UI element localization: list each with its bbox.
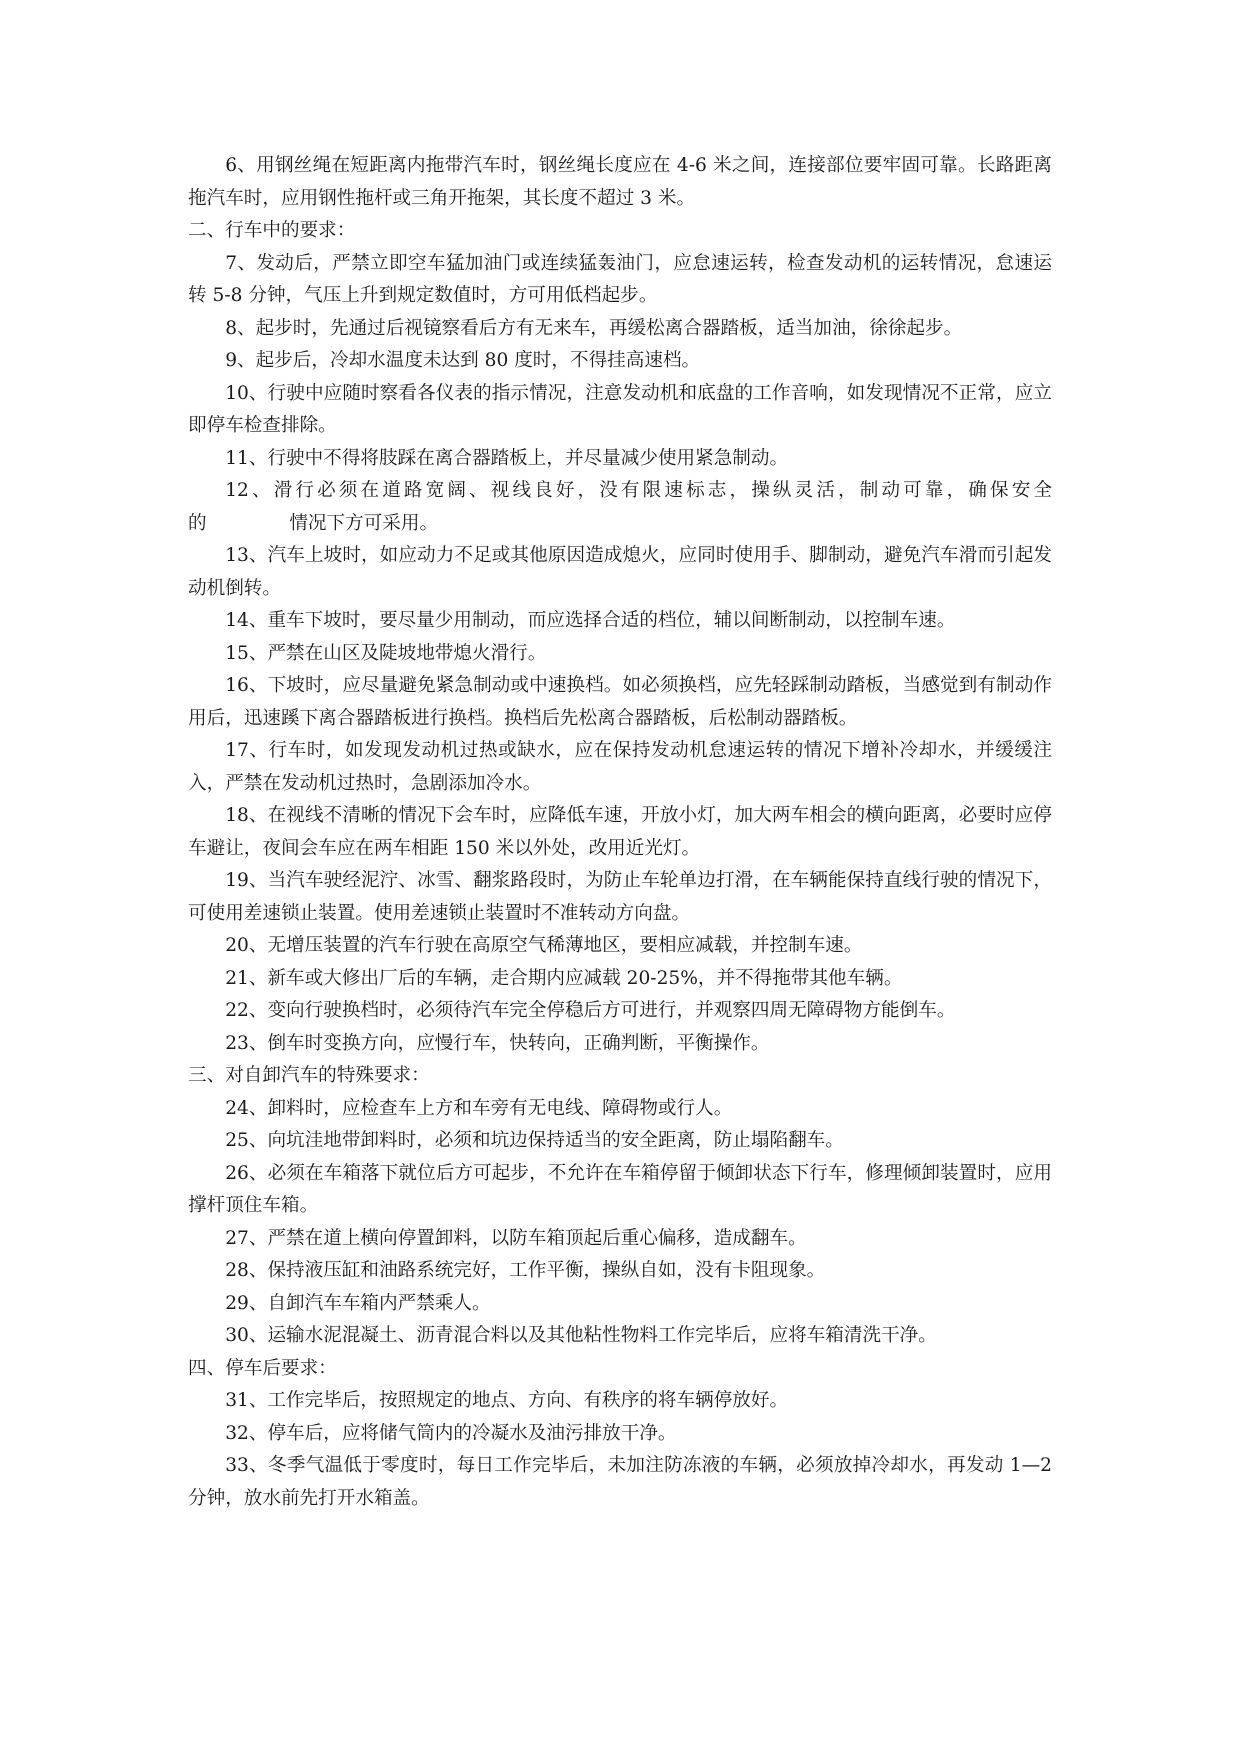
rule-32: 32、停车后，应将储气筒内的冷凝水及油污排放干净。: [225, 1422, 677, 1444]
rule-11: 11、行驶中不得将肢踩在离合器踏板上，并尽量减少使用紧急制动。: [225, 447, 789, 469]
rule-26: 26、必须在车箱落下就位后方可起步，不允许在车箱停留于倾卸状态下行车，修理倾卸装置时，应用撑杆顶住车箱。: [188, 1162, 1052, 1216]
rule-28: 28、保持液压缸和油路系统完好，工作平衡，操纵自如，没有卡阻现象。: [225, 1260, 826, 1281]
section-heading-after-parking: 四、停车后要求：: [188, 1357, 337, 1379]
rule-15: 15、严禁在山区及陡坡地带熄火滑行。: [225, 642, 547, 664]
rule-12: 12、滑行必须在道路宽阔、视线良好，没有限速标志，操纵灵活，制动可靠，确保安全的 情况下方可采用。: [188, 480, 1052, 534]
rule-30: 30、运输水泥混凝土、沥青混合料以及其他粘性物料工作完毕后，应将车箱清洗干净。: [225, 1325, 937, 1346]
rule-6: 6、用钢丝绳在短距离内拖带汽车时，钢丝绳长度应在 4-6 米之间，连接部位要牢固可靠。长路距离拖汽车时，应用钢性拖杆或三角开拖架，其长度不超过 3 米。: [188, 155, 1052, 209]
rule-8: 8、起步时，先通过后视镜察看后方有无来车，再缓松离合器踏板，适当加油，徐徐起步。: [225, 317, 963, 339]
rule-33: 33、冬季气温低于零度时，每日工作完毕后，未加注防冻液的车辆，必须放掉冷却水，再发动 1—2 分钟，放水前先打开水箱盖。: [188, 1455, 1052, 1509]
rule-25: 25、向坑洼地带卸料时，必须和坑边保持适当的安全距离，防止塌陷翻车。: [225, 1130, 844, 1151]
rule-10: 10、行驶中应随时察看各仪表的指示情况，注意发动机和底盘的工作音响，如发现情况不正常，应立即停车检查排除。: [188, 382, 1052, 436]
rule-20: 20、无增压装置的汽车行驶在高原空气稀薄地区，要相应减载，并控制车速。: [225, 935, 863, 956]
rule-22: 22、变向行驶换档时，必须待汽车完全停稳后方可进行，并观察四周无障碍物方能倒车。: [225, 1000, 956, 1021]
rule-18: 18、在视线不清晰的情况下会车时，应降低车速，开放小灯，加大两车相会的横向距离，必要时应停车避让，夜间会车应在两车相距 150 米以外处，改用近光灯。: [188, 805, 1052, 859]
rule-19: 19、当汽车驶经泥泞、冰雪、翻浆路段时，为防止车轮单边打滑，在车辆能保持直线行驶的情况下，可使用差速锁止装置。使用差速锁止装置时不准转动方向盘。: [188, 870, 1052, 924]
rule-13: 13、汽车上坡时，如应动力不足或其他原因造成熄火，应同时使用手、脚制动，避免汽车滑而引起发动机倒转。: [188, 545, 1052, 599]
rule-21: 21、新车或大修出厂后的车辆，走合期内应减载 20-25%，并不得拖带其他车辆。: [225, 967, 903, 989]
document-body: [188, 150, 1052, 1515]
rule-16: 16、下坡时，应尽量避免紧急制动或中速换档。如必须换档，应先轻踩制动踏板，当感觉到有制动作用后，迅速蹊下离合器踏板进行换档。换档后先松离合器踏板，后松制动器踏板。: [188, 675, 1052, 729]
rule-7: 7、发动后，严禁立即空车猛加油门或连续猛轰油门，应怠速运转，检查发动机的运转情况，怠速运转 5-8 分钟，气压上升到规定数值时，方可用低档起步。: [188, 252, 1052, 306]
section-heading-dump-truck: 三、对自卸汽车的特殊要求：: [188, 1065, 430, 1086]
rule-14: 14、重车下坡时，要尽量少用制动，而应选择合适的档位，辅以间断制动，以控制车速。: [225, 610, 956, 631]
rule-27: 27、严禁在道上横向停置卸料，以防车箱顶起后重心偏移，造成翻车。: [225, 1227, 807, 1249]
rule-17: 17、行车时，如发现发动机过热或缺水，应在保持发动机怠速运转的情况下增补冷却水，并缓缓注入，严禁在发动机过热时，急剧添加冷水。: [188, 740, 1052, 794]
rule-9: 9、起步后，冷却水温度未达到 80 度时，不得挂高速档。: [225, 350, 701, 371]
rule-24: 24、卸料时，应检查车上方和车旁有无电线、障碍物或行人。: [225, 1097, 733, 1119]
rule-31: 31、工作完毕后，按照规定的地点、方向、有秩序的将车辆停放好。: [225, 1390, 789, 1411]
section-heading-driving: 二、行车中的要求：: [188, 220, 356, 241]
rule-23: 23、倒车时变换方向，应慢行车，快转向，正确判断，平衡操作。: [225, 1032, 770, 1054]
rule-29: 29、自卸汽车车箱内严禁乘人。: [225, 1292, 491, 1314]
